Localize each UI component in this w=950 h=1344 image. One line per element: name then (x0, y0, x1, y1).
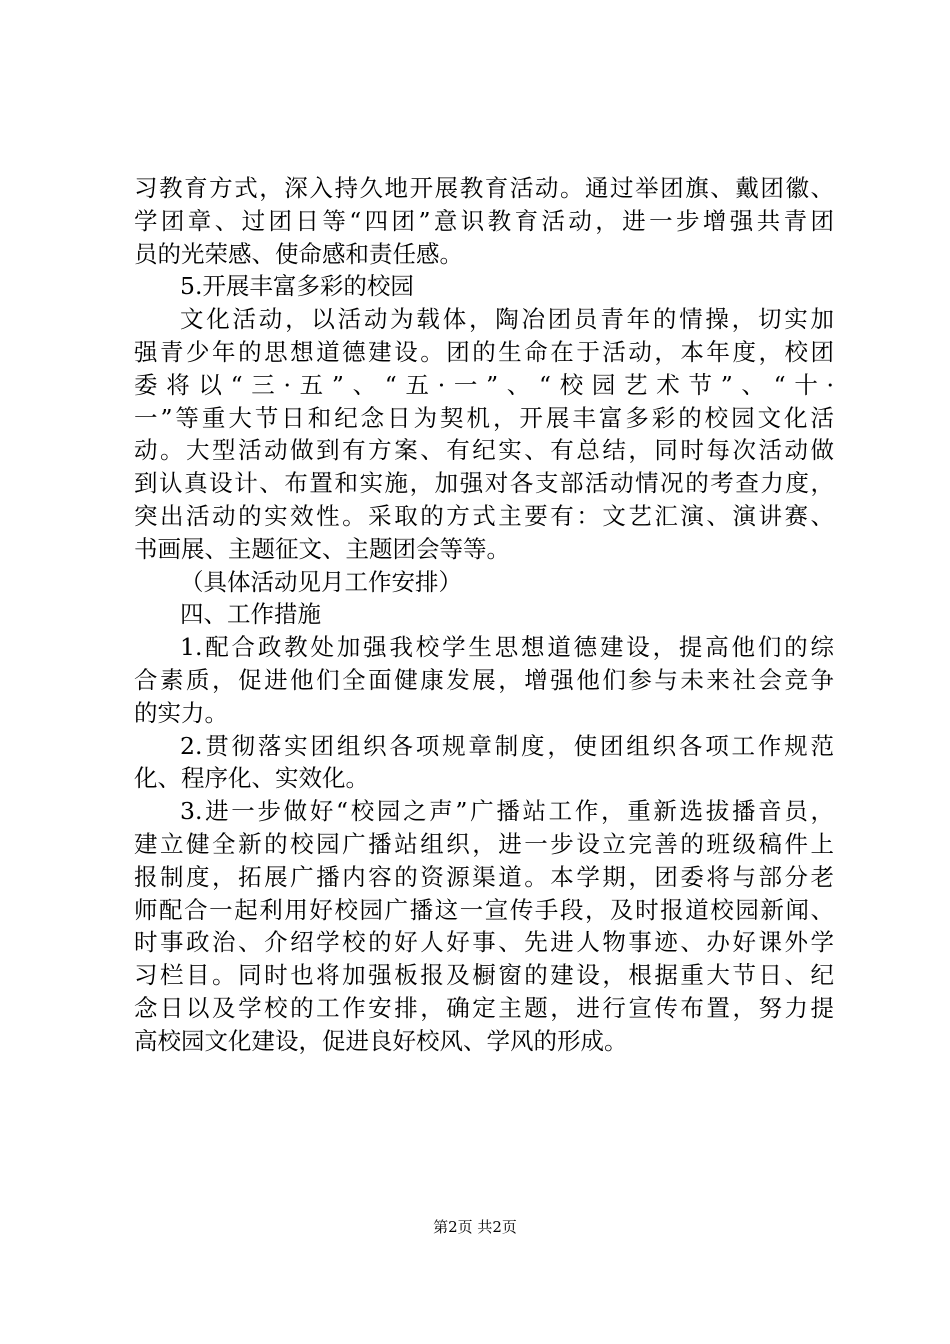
text-line: 书画展、主题征文、主题团会等等。 (134, 534, 510, 563)
text-line: 一”等重大节日和纪念日为契机，开展丰富多彩的校园文化活 (134, 403, 834, 432)
document-body (134, 172, 834, 1058)
page-number: 第2页 共2页 (433, 1218, 517, 1236)
text-line: 习教育方式，深入持久地开展教育活动。通过举团旗、戴团徽、 (134, 174, 834, 202)
text-line: 员的光荣感、使命感和责任感。 (134, 239, 463, 268)
text-line: 的实力。 (134, 698, 228, 727)
text-line: 强青少年的思想道德建设。团的生命在于活动，本年度，校团 (134, 337, 834, 366)
text-line: 化、程序化、实效化。 (134, 764, 369, 793)
text-line: 高校园文化建设，促进良好校风、学风的形成。 (134, 1026, 628, 1055)
text-line: 师配合一起利用好校园广播这一宣传手段，及时报道校园新闻、 (134, 895, 834, 924)
text-line: 习栏目。同时也将加强板报及橱窗的建设，根据重大节日、纪 (134, 961, 834, 990)
text-line: 建立健全新的校园广播站组织，进一步设立完善的班级稿件上 (134, 829, 834, 858)
text-line: 念日以及学校的工作安排，确定主题，进行宣传布置，努力提 (134, 993, 834, 1022)
text-line: 合素质，促进他们全面健康发展，增强他们参与未来社会竞争 (134, 665, 834, 694)
text-line: 突出活动的实效性。采取的方式主要有：文艺汇演、演讲赛、 (134, 501, 834, 530)
text-line: 5.开展丰富多彩的校园 (180, 272, 414, 301)
text-line: （具体活动见月工作安排） (180, 567, 462, 596)
text-line: 学团章、过团日等“四团”意识教育活动，进一步增强共青团 (134, 206, 834, 235)
text-line: 到认真设计、布置和实施，加强对各支部活动情况的考查力度， (134, 469, 834, 498)
text-line: 报制度，拓展广播内容的资源渠道。本学期，团委将与部分老 (134, 862, 834, 891)
text-line: 动。大型活动做到有方案、有纪实、有总结，同时每次活动做 (134, 436, 834, 465)
text-line: 委将以“三·五”、“五·一”、“校园艺术节”、“十· (134, 370, 834, 399)
text-line: 文化活动，以活动为载体，陶冶团员青年的情操，切实加 (180, 305, 834, 334)
text-line: 时事政治、介绍学校的好人好事、先进人物事迹、办好课外学 (134, 928, 834, 957)
text-line: 3.进一步做好“校园之声”广播站工作，重新选拔播音员， (180, 797, 834, 826)
text-line: 四、工作措施 (180, 600, 321, 629)
text-line: 1.配合政教处加强我校学生思想道德建设，提高他们的综 (180, 633, 834, 662)
text-line: 2.贯彻落实团组织各项规章制度，使团组织各项工作规范 (180, 731, 834, 760)
page-footer (0, 1217, 950, 1237)
